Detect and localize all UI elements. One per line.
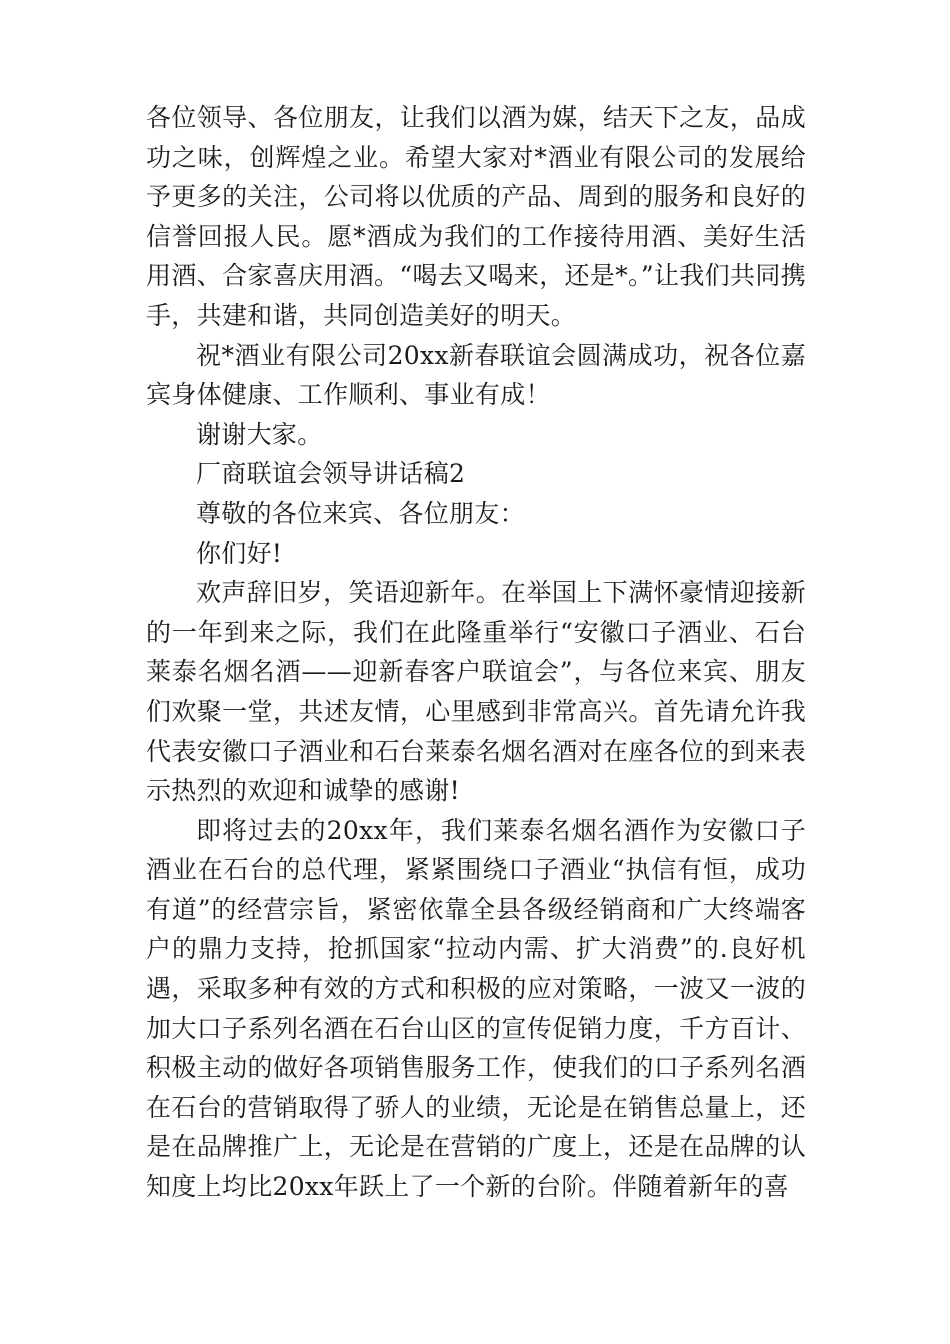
document-body	[146, 98, 806, 1207]
paragraph-review: 即将过去的20xx年，我们莱泰名烟名酒作为安徽口子酒业在石台的总代理，紧紧围绕口子酒业“执信有恒，成功有道”的经营宗旨，紧密依靠全县各级经销商和广大终端客户的鼎力支持，抢抓国家“拉动内需、扩大消费”的.良好机遇，采取多种有效的方式和积极的应对策略，一波又一波的加大口子系列名酒在石台山区的宣传促销力度，千方百计、积极主动的做好各项销售服务工作，使我们的口子系列名酒在石台的营销取得了骄人的业绩，无论是在销售总量上，还是在品牌推广上，无论是在营销的广度上，还是在品牌的认知度上均比20xx年跃上了一个新的台阶。伴随着新年的喜	[146, 815, 806, 1202]
paragraph-wishes: 祝*酒业有限公司20xx新春联谊会圆满成功，祝各位嘉宾身体健康、工作顺利、事业有成！	[146, 340, 806, 410]
salutation: 尊敬的各位来宾、各位朋友：	[196, 498, 525, 528]
paragraph-opening: 欢声辞旧岁，笑语迎新年。在举国上下满怀豪情迎接新的一年到来之际，我们在此隆重举行“安徽口子酒业、石台莱泰名烟名酒——迎新春客户联谊会”，与各位来宾、朋友们欢聚一堂，共述友情，心里感到非常高兴。首先请允许我代表安徽口子酒业和石台莱泰名烟名酒对在座各位的到来表示热烈的欢迎和诚挚的感谢!	[146, 578, 806, 806]
paragraph-closing-remarks: 各位领导、各位朋友，让我们以酒为媒，结天下之友，品成功之味，创辉煌之业。希望大家对*酒业有限公司的发展给予更多的关注，公司将以优质的产品、周到的服务和良好的信誉回报人民。愿*酒成为我们的工作接待用酒、美好生活用酒、合家喜庆用酒。“喝去又喝来，还是*。”让我们共同携手，共建和谐，共同创造美好的明天。	[146, 103, 806, 330]
greeting: 你们好!	[196, 538, 283, 568]
section-title: 厂商联谊会领导讲话稿2	[196, 459, 466, 489]
paragraph-thanks: 谢谢大家。	[196, 419, 323, 449]
